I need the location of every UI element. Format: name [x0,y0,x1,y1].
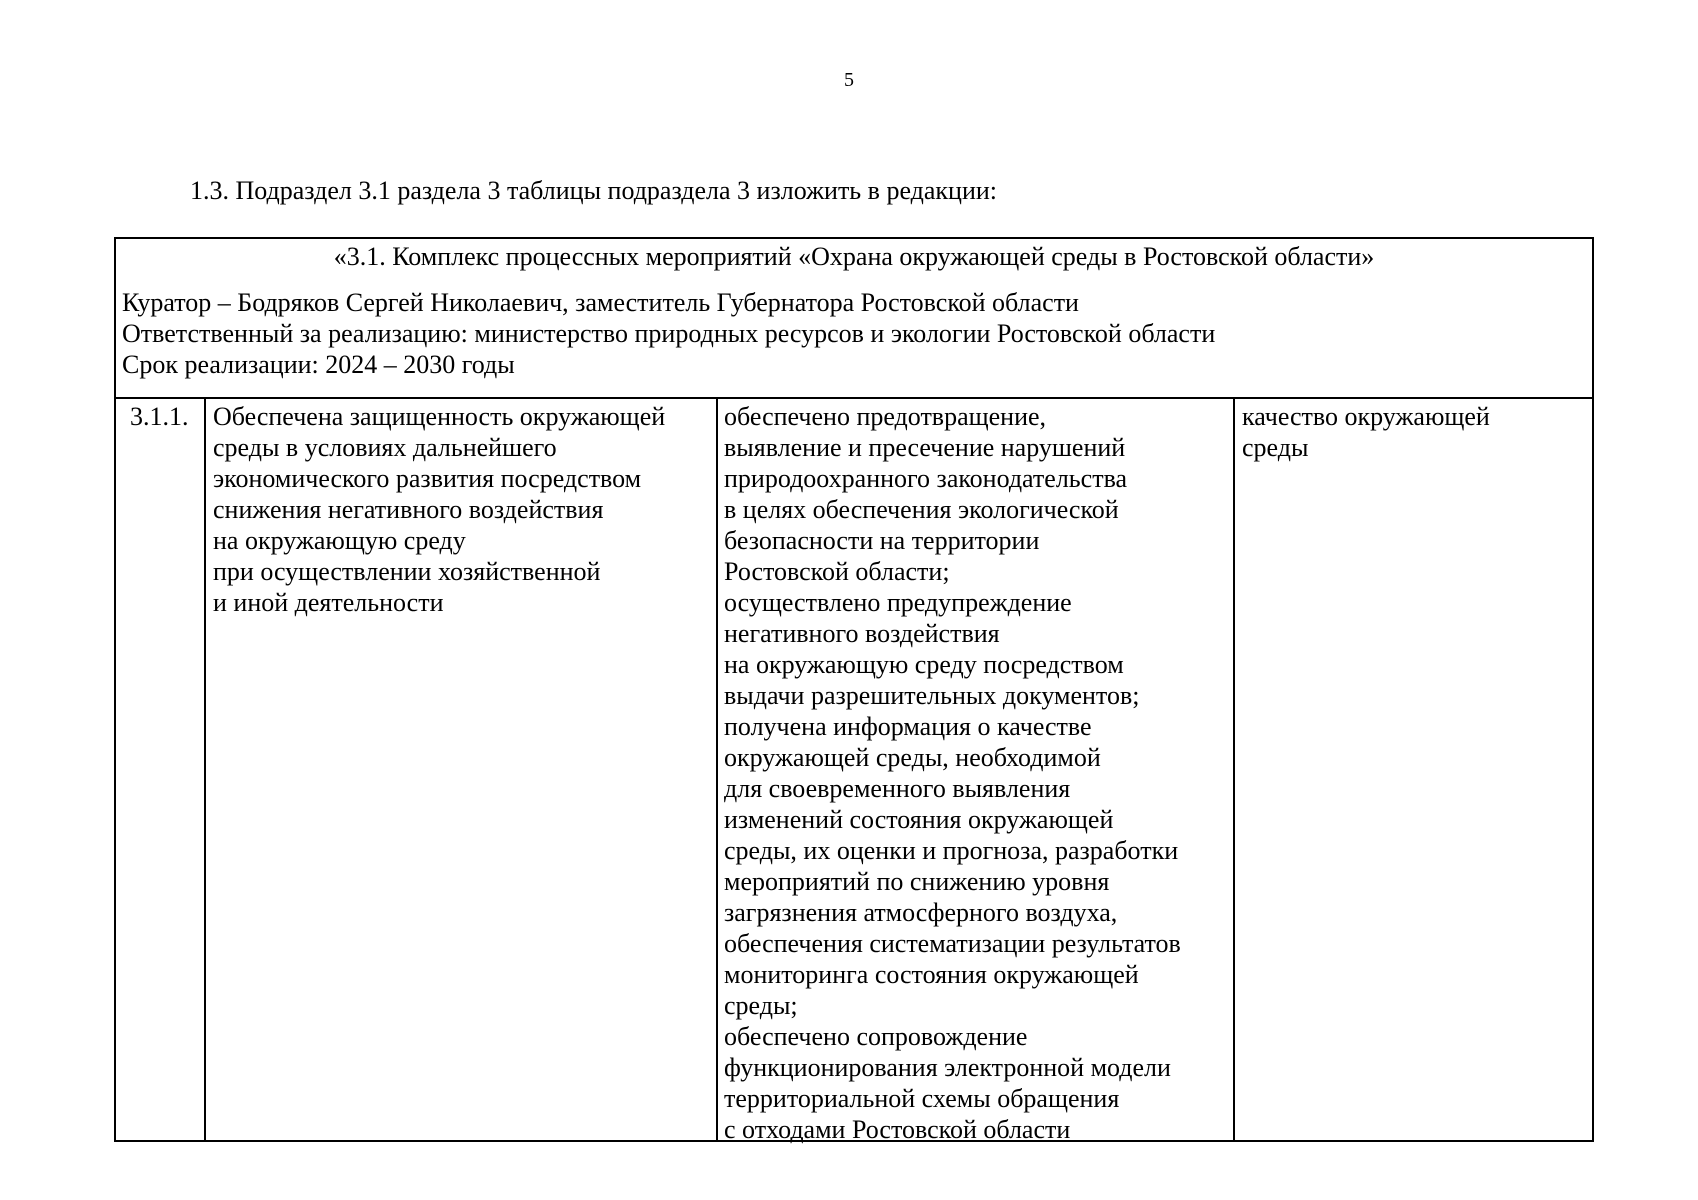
column-divider [716,399,718,1140]
row-number-cell [130,401,189,432]
term-line: Срок реализации: 2024 – 2030 годы [122,350,515,379]
goal-line: и иной деятельности [213,588,444,617]
task-line: изменений состояния окружающей [724,805,1114,834]
goal-line: на окружающую среду [213,526,466,555]
table-header [116,239,1592,399]
task-line: обеспечения систематизации результатов [724,929,1181,958]
indicator-cell [1242,401,1490,463]
task-line: окружающей среды, необходимой [724,743,1101,772]
page-number: 5 [844,69,854,91]
complex-table [114,237,1594,1142]
task-line: Ростовской области; [724,557,950,586]
task-line: обеспечено сопровождение [724,1022,1028,1051]
curator-line: Куратор – Бодряков Сергей Николаевич, заместитель Губернатора Ростовской области [122,288,1079,317]
task-line: в целях обеспечения экологической [724,495,1119,524]
goal-line: среды в условиях дальнейшего [213,433,557,462]
row-number: 3.1.1. [130,402,189,431]
responsible-line: Ответственный за реализацию: министерство природных ресурсов и экологии Ростовской области [122,319,1216,348]
task-line: обеспечено предотвращение, [724,402,1047,431]
task-line: среды; [724,991,798,1020]
task-line: осуществлено предупреждение [724,588,1072,617]
goal-line: при осуществлении хозяйственной [213,557,601,586]
goal-cell [213,401,665,618]
complex-title: «3.1. Комплекс процессных мероприятий «Охрана окружающей среды в Ростовской области» [333,242,1375,271]
task-line: выдачи разрешительных документов; [724,681,1140,710]
task-line: выявление и пресечение нарушений [724,433,1126,462]
task-line: с отходами Ростовской области [724,1115,1071,1144]
task-line: территориальной схемы обращения [724,1084,1120,1113]
column-divider [1233,399,1235,1140]
indicator-line: качество окружающей [1242,402,1490,431]
task-line: получена информация о качестве [724,712,1092,741]
column-divider [204,399,206,1140]
task-line: среды, их оценки и прогноза, разработки [724,836,1179,865]
task-line: природоохранного законодательства [724,464,1128,493]
task-line: для своевременного выявления [724,774,1071,803]
amendment-intro: 1.3. Подраздел 3.1 раздела 3 таблицы подраздела 3 изложить в редакции: [190,176,998,205]
task-line: на окружающую среду посредством [724,650,1124,679]
tasks-cell [724,401,1181,1145]
goal-line: экономического развития посредством [213,464,642,493]
task-line: мониторинга состояния окружающей [724,960,1139,989]
goal-line: снижения негативного воздействия [213,495,604,524]
task-line: функционирования электронной модели [724,1053,1171,1082]
task-line: безопасности на территории [724,526,1040,555]
indicator-line: среды [1242,433,1309,462]
task-line: негативного воздействия [724,619,1000,648]
goal-line: Обеспечена защищенность окружающей [213,402,666,431]
task-line: мероприятий по снижению уровня [724,867,1110,896]
task-line: загрязнения атмосферного воздуха, [724,898,1118,927]
